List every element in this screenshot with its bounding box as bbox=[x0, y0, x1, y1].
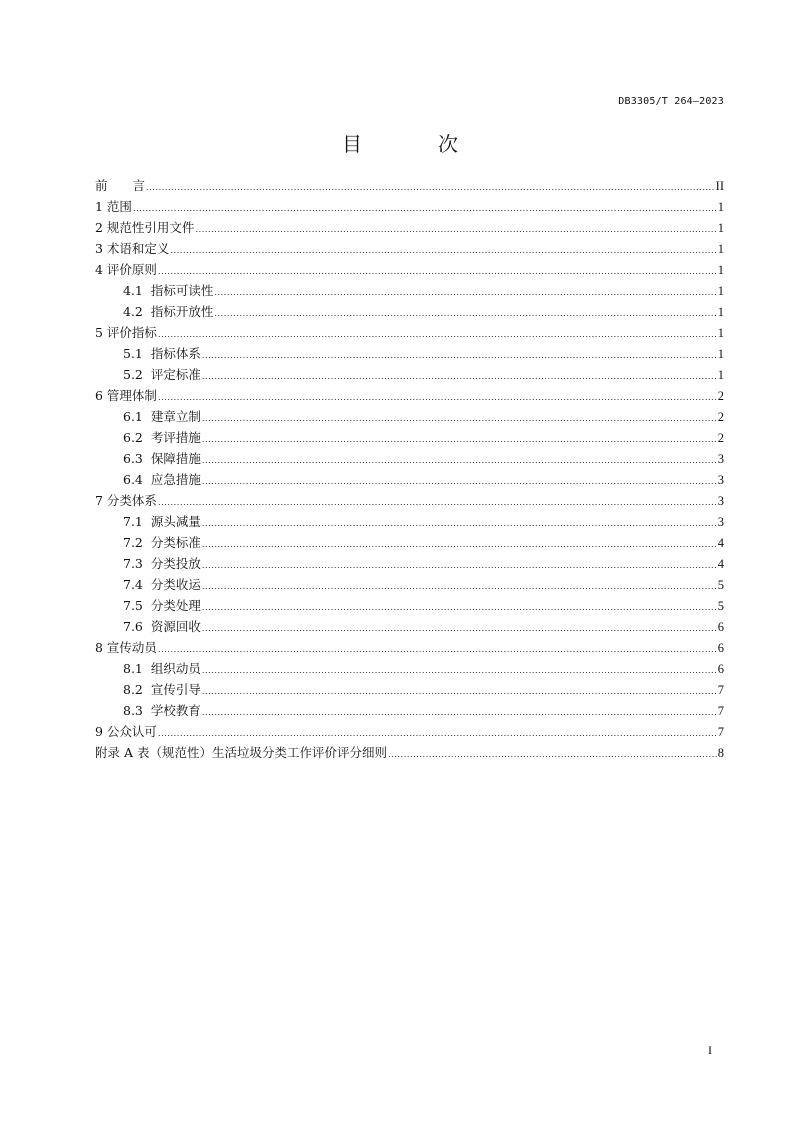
toc-entry-label: 1 范围 bbox=[95, 199, 132, 214]
toc-leader-dots bbox=[202, 427, 717, 450]
toc-entry-page: 1 bbox=[717, 305, 724, 319]
toc-entry-label: 8.3 学校教育 bbox=[123, 703, 201, 718]
toc-entry[interactable] bbox=[95, 238, 724, 259]
toc-entry-page: 4 bbox=[717, 557, 724, 571]
toc-entry-label: 2 规范性引用文件 bbox=[95, 220, 195, 235]
toc-entry-label: 4 评价原则 bbox=[95, 262, 157, 277]
toc-entry-page: 2 bbox=[717, 431, 724, 445]
toc-entry-page: 4 bbox=[717, 536, 724, 550]
toc-leader-dots bbox=[202, 343, 717, 366]
toc-entry[interactable] bbox=[95, 490, 724, 511]
document-code: DB3305/T 264—2023 bbox=[618, 96, 724, 107]
toc-entry[interactable] bbox=[95, 406, 724, 427]
toc-entry-label: 4.1 指标可读性 bbox=[123, 283, 214, 298]
toc-entry-page: 6 bbox=[717, 641, 724, 655]
toc-leader-dots bbox=[158, 259, 717, 282]
toc-entry-page: 3 bbox=[717, 473, 724, 487]
toc-entry-label: 4.2 指标开放性 bbox=[123, 304, 214, 319]
toc-entry-label: 前 言 bbox=[95, 178, 146, 193]
toc-entry[interactable] bbox=[95, 301, 724, 322]
toc-entry-page: 1 bbox=[717, 242, 724, 256]
toc-entry[interactable] bbox=[95, 448, 724, 469]
toc-entry[interactable] bbox=[95, 259, 724, 280]
toc-entry-label: 8.2 宣传引导 bbox=[123, 682, 201, 697]
toc-leader-dots bbox=[202, 595, 717, 618]
toc-entry[interactable] bbox=[95, 553, 724, 574]
toc-entry[interactable] bbox=[95, 511, 724, 532]
toc-entry-label: 5 评价指标 bbox=[95, 325, 157, 340]
toc-entry[interactable] bbox=[95, 364, 724, 385]
toc-entry-page: 1 bbox=[717, 368, 724, 382]
toc-leader-dots bbox=[202, 532, 717, 555]
toc-entry-label: 7.3 分类投放 bbox=[123, 556, 201, 571]
toc-leader-dots bbox=[202, 700, 717, 723]
toc-entry-page: 7 bbox=[717, 725, 724, 739]
toc-entry-page: 5 bbox=[717, 599, 724, 613]
toc-entry-label: 6.4 应急措施 bbox=[123, 472, 201, 487]
toc-leader-dots bbox=[388, 742, 717, 765]
toc-entry[interactable] bbox=[95, 742, 724, 763]
toc-entry-page: 7 bbox=[717, 683, 724, 697]
toc-entry-page: 2 bbox=[717, 389, 724, 403]
toc-entry-label: 7.6 资源回收 bbox=[123, 619, 201, 634]
toc-leader-dots bbox=[158, 385, 717, 408]
toc-entry[interactable] bbox=[95, 427, 724, 448]
toc-entry-label: 7.2 分类标准 bbox=[123, 535, 201, 550]
toc-entry-page: 1 bbox=[717, 200, 724, 214]
toc-leader-dots bbox=[202, 364, 717, 387]
toc-entry-page: 3 bbox=[717, 515, 724, 529]
toc-entry-label: 6.2 考评措施 bbox=[123, 430, 201, 445]
toc-entry-page: 8 bbox=[717, 746, 724, 760]
toc-entry-page: II bbox=[715, 179, 724, 193]
toc-entry-page: 2 bbox=[717, 410, 724, 424]
toc-entry-page: 1 bbox=[717, 326, 724, 340]
toc-entry[interactable] bbox=[95, 385, 724, 406]
toc-leader-dots bbox=[195, 217, 716, 240]
toc-entry-label: 9 公众认可 bbox=[95, 724, 157, 739]
toc-leader-dots bbox=[202, 511, 717, 534]
toc-leader-dots bbox=[158, 490, 717, 513]
toc-entry-label: 7.5 分类处理 bbox=[123, 598, 201, 613]
toc-entry-label: 5.2 评定标准 bbox=[123, 367, 201, 382]
toc-leader-dots bbox=[146, 175, 715, 198]
toc-leader-dots bbox=[158, 721, 717, 744]
toc-leader-dots bbox=[214, 280, 716, 303]
toc-entry-label: 5.1 指标体系 bbox=[123, 346, 201, 361]
toc-entry[interactable] bbox=[95, 280, 724, 301]
toc-leader-dots bbox=[158, 637, 717, 660]
toc-leader-dots bbox=[202, 448, 717, 471]
toc-entry-label: 8 宣传动员 bbox=[95, 640, 157, 655]
toc-leader-dots bbox=[202, 679, 717, 702]
toc-leader-dots bbox=[170, 238, 716, 261]
toc-leader-dots bbox=[214, 301, 716, 324]
toc-entry[interactable] bbox=[95, 658, 724, 679]
toc-entry[interactable] bbox=[95, 532, 724, 553]
toc-entry-label: 6.1 建章立制 bbox=[123, 409, 201, 424]
toc-leader-dots bbox=[202, 658, 717, 681]
toc-entry-page: 1 bbox=[717, 284, 724, 298]
toc-entry[interactable] bbox=[95, 175, 724, 196]
toc-leader-dots bbox=[202, 553, 717, 576]
toc-entry-label: 7.1 源头减量 bbox=[123, 514, 201, 529]
toc-entry[interactable] bbox=[95, 595, 724, 616]
toc-entry-label: 7 分类体系 bbox=[95, 493, 157, 508]
page-title: 目 次 bbox=[342, 132, 486, 156]
toc-entry-page: 3 bbox=[717, 452, 724, 466]
toc-entry[interactable] bbox=[95, 217, 724, 238]
toc-entry-page: 6 bbox=[717, 620, 724, 634]
toc-leader-dots bbox=[202, 616, 717, 639]
table-of-contents bbox=[95, 175, 724, 763]
toc-entry[interactable] bbox=[95, 469, 724, 490]
toc-entry-page: 1 bbox=[717, 263, 724, 277]
toc-entry-page: 1 bbox=[717, 347, 724, 361]
toc-entry-page: 3 bbox=[717, 494, 724, 508]
toc-leader-dots bbox=[133, 196, 717, 219]
toc-entry-label: 8.1 组织动员 bbox=[123, 661, 201, 676]
toc-leader-dots bbox=[202, 574, 717, 597]
toc-entry[interactable] bbox=[95, 616, 724, 637]
toc-entry-page: 7 bbox=[717, 704, 724, 718]
toc-entry[interactable] bbox=[95, 343, 724, 364]
toc-leader-dots bbox=[158, 322, 717, 345]
toc-entry[interactable] bbox=[95, 196, 724, 217]
toc-entry[interactable] bbox=[95, 700, 724, 721]
page-number: I bbox=[708, 1043, 712, 1057]
toc-entry[interactable] bbox=[95, 637, 724, 658]
toc-leader-dots bbox=[202, 406, 717, 429]
toc-entry-label: 附录 A 表（规范性）生活垃圾分类工作评价评分细则 bbox=[95, 745, 387, 760]
toc-entry-label: 3 术语和定义 bbox=[95, 241, 170, 256]
toc-entry-page: 1 bbox=[717, 221, 724, 235]
toc-entry[interactable] bbox=[95, 574, 724, 595]
toc-entry[interactable] bbox=[95, 322, 724, 343]
toc-entry-label: 7.4 分类收运 bbox=[123, 577, 201, 592]
toc-entry-page: 5 bbox=[717, 578, 724, 592]
toc-entry-label: 6.3 保障措施 bbox=[123, 451, 201, 466]
toc-entry[interactable] bbox=[95, 679, 724, 700]
toc-entry-label: 6 管理体制 bbox=[95, 388, 157, 403]
toc-leader-dots bbox=[202, 469, 717, 492]
toc-entry[interactable] bbox=[95, 721, 724, 742]
toc-entry-page: 6 bbox=[717, 662, 724, 676]
